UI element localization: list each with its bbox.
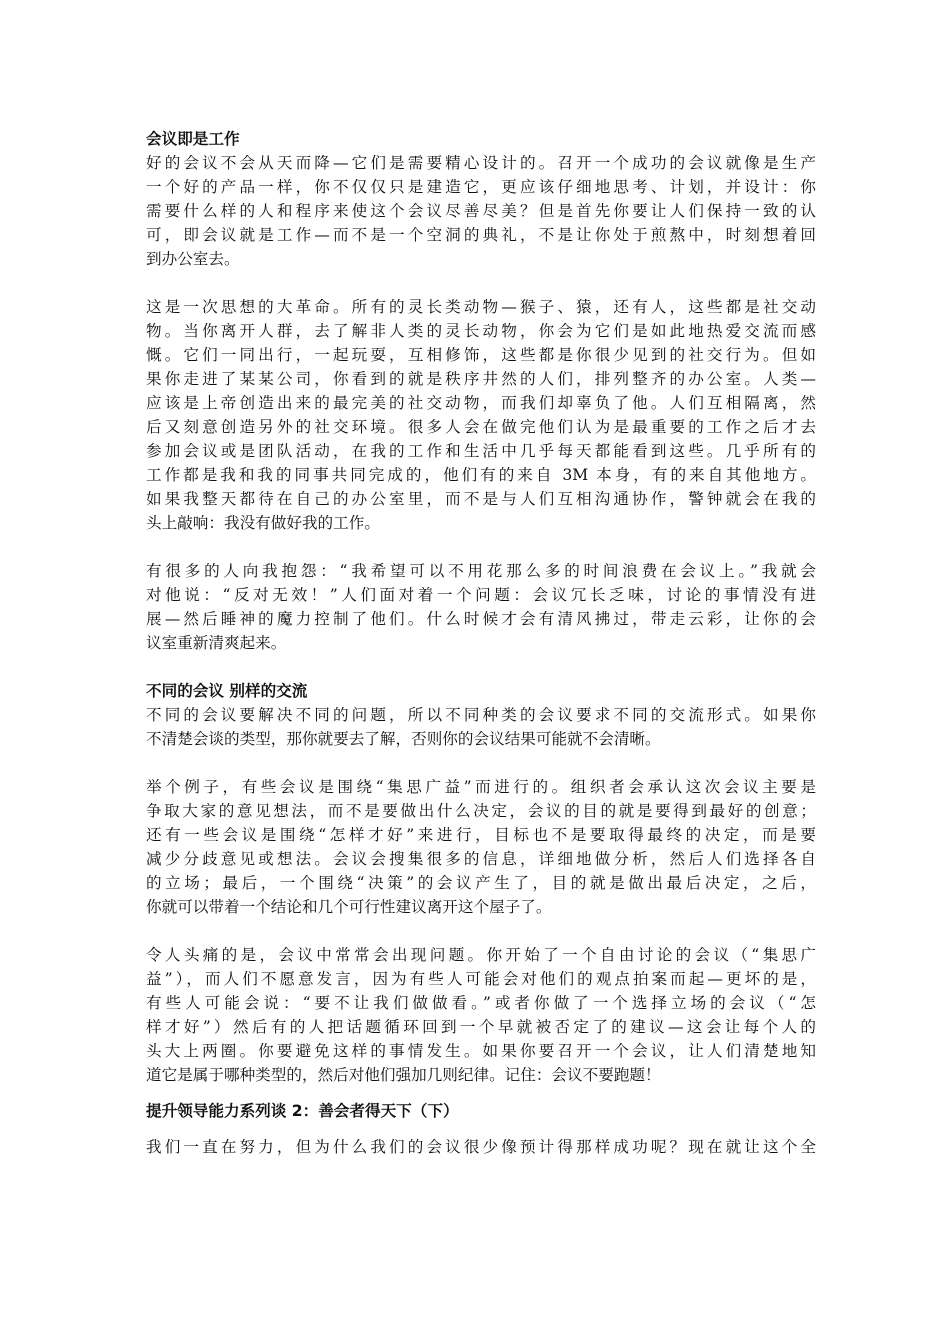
text-line: 如果我整天都待在自己的办公室里，而不是与人们互相沟通协作，警钟就会在我的 bbox=[146, 490, 816, 508]
text-line: 你就可以带着一个结论和几个可行性建议离开这个屋子了。 bbox=[146, 898, 552, 916]
text-line: 的立场；最后，一个围绕“决策”的会议产生了，目的就是做出最后决定，之后， bbox=[146, 874, 816, 892]
text-line: 有些人可能会说：“要不让我们做做看。”或者你做了一个选择立场的会议（“怎 bbox=[146, 994, 816, 1012]
paragraph-gap bbox=[146, 535, 816, 559]
text-line: 一个好的产品一样，你不仅仅只是建造它，更应该仔细地思考、计划，并设计：你 bbox=[146, 178, 816, 196]
text-line: 对他说：“反对无效！”人们面对着一个问题：会议冗长乏味，讨论的事情没有进 bbox=[146, 586, 816, 604]
paragraph-gap bbox=[146, 919, 816, 943]
text-line: 减少分歧意见或想法。会议会搜集很多的信息，详细地做分析，然后人们选择各自 bbox=[146, 850, 816, 868]
text-line: 需要什么样的人和程序来使这个会议尽善尽美？但是首先你要让人们保持一致的认 bbox=[146, 202, 816, 220]
paragraph bbox=[146, 559, 816, 655]
paragraph bbox=[146, 775, 816, 919]
text-line: 头上敲响：我没有做好我的工作。 bbox=[146, 514, 380, 532]
text-line: 议室重新清爽起来。 bbox=[146, 634, 287, 652]
text-line: 可，即会议就是工作—而不是一个空洞的典礼，不是让你处于煎熬中，时刻想着回 bbox=[146, 226, 816, 244]
paragraph bbox=[146, 151, 816, 271]
text-line: 益”），而人们不愿意发言，因为有些人可能会对他们的观点拍案而起—更坏的是， bbox=[146, 970, 816, 988]
section-different-meetings bbox=[146, 679, 816, 1099]
document-page bbox=[146, 127, 816, 1159]
paragraph bbox=[146, 1135, 816, 1159]
paragraph-gap bbox=[146, 1123, 816, 1135]
paragraph-gap bbox=[146, 655, 816, 679]
text-line: 有很多的人向我抱怨：“我希望可以不用花那么多的时间浪费在会议上。”我就会 bbox=[146, 562, 816, 580]
text-line: 物。当你离开人群，去了解非人类的灵长动物，你会为它们是如此地热爱交流而感 bbox=[146, 322, 816, 340]
paragraph bbox=[146, 943, 816, 1087]
text-line: 到办公室去。 bbox=[146, 250, 240, 268]
text-line: 工作都是我和我的同事共同完成的，他们有的来自 3M 本身，有的来自其他地方。 bbox=[146, 466, 816, 484]
paragraph bbox=[146, 295, 816, 535]
text-line: 样才好”）然后有的人把话题循环回到一个早就被否定了的建议—这会让每个人的 bbox=[146, 1018, 816, 1036]
text-line: 这是一次思想的大革命。所有的灵长类动物—猴子、猿，还有人，这些都是社交动 bbox=[146, 298, 816, 316]
section-heading: 不同的会议 别样的交流 bbox=[146, 682, 308, 700]
text-line: 不清楚会谈的类型，那你就要去了解，否则你的会议结果可能就不会清晰。 bbox=[146, 730, 661, 748]
paragraph-gap bbox=[146, 751, 816, 775]
text-line: 令人头痛的是，会议中常常会出现问题。你开始了一个自由讨论的会议（“集思广 bbox=[146, 946, 816, 964]
text-line: 慨。它们一同出行，一起玩耍，互相修饰，这些都是你很少见到的社交行为。但如 bbox=[146, 346, 816, 364]
text-line: 争取大家的意见想法，而不是要做出什么决定，会议的目的就是要得到最好的创意； bbox=[146, 802, 816, 820]
section-closing bbox=[146, 1099, 816, 1159]
section-meeting-is-work bbox=[146, 127, 816, 679]
text-line: 还有一些会议是围绕“怎样才好”来进行，目标也不是要取得最终的决定，而是要 bbox=[146, 826, 816, 844]
text-line: 举个例子，有些会议是围绕“集思广益”而进行的。组织者会承认这次会议主要是 bbox=[146, 778, 816, 796]
text-line: 道它是属于哪种类型的，然后对他们强加几则纪律。记住：会议不要跑题！ bbox=[146, 1066, 661, 1084]
text-line: 好的会议不会从天而降—它们是需要精心设计的。召开一个成功的会议就像是生产 bbox=[146, 154, 816, 172]
paragraph-gap bbox=[146, 1087, 816, 1099]
paragraph-gap bbox=[146, 271, 816, 295]
text-line: 头大上两圈。你要避免这样的事情发生。如果你要召开一个会议，让人们清楚地知 bbox=[146, 1042, 816, 1060]
text-line: 后又刻意创造另外的社交环境。很多人会在做完他们认为是最重要的工作之后才去 bbox=[146, 418, 816, 436]
text-line: 我们一直在努力，但为什么我们的会议很少像预计得那样成功呢？现在就让这个全 bbox=[146, 1138, 816, 1156]
section-heading: 会议即是工作 bbox=[146, 130, 240, 148]
paragraph bbox=[146, 703, 816, 751]
text-line: 不同的会议要解决不同的问题，所以不同种类的会议要求不同的交流形式。如果你 bbox=[146, 706, 816, 724]
text-line: 果你走进了某某公司，你看到的就是秩序井然的人们，排列整齐的办公室。人类— bbox=[146, 370, 816, 388]
article-title: 提升领导能力系列谈 2：善会者得天下（下） bbox=[146, 1102, 459, 1120]
text-line: 展—然后睡神的魔力控制了他们。什么时候才会有清风拂过，带走云彩，让你的会 bbox=[146, 610, 816, 628]
text-line: 应该是上帝创造出来的最完美的社交动物，而我们却辜负了他。人们互相隔离，然 bbox=[146, 394, 816, 412]
text-line: 参加会议或是团队活动，在我的工作和生活中几乎每天都能看到这些。几乎所有的 bbox=[146, 442, 816, 460]
